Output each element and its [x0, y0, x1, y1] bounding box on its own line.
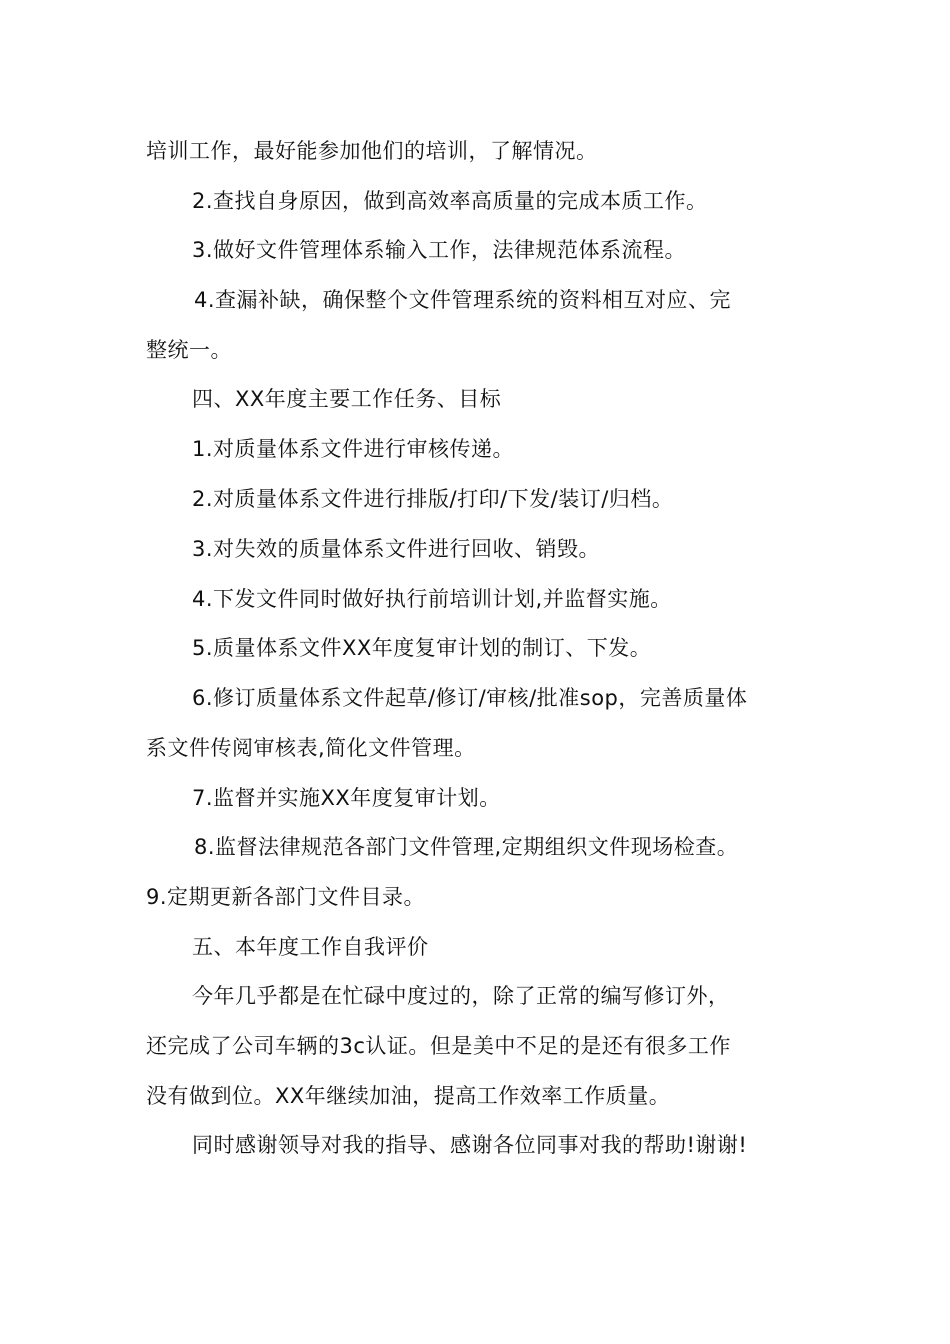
text-line: 3.对失效的质量体系文件进行回收、销毁。 [192, 537, 601, 561]
text-line: 3.做好文件管理体系输入工作，法律规范体系流程。 [192, 238, 687, 262]
text-line: 今年几乎都是在忙碌中度过的，除了正常的编写修订外， [192, 984, 730, 1008]
text-line: 4.查漏补缺，确保整个文件管理系统的资料相互对应、完 [194, 288, 732, 312]
text-line: 培训工作，最好能参加他们的培训，了解情况。 [146, 139, 598, 163]
text-line: 7.监督并实施XX年度复审计划。 [192, 786, 501, 810]
text-line: 1.对质量体系文件进行审核传递。 [192, 437, 515, 461]
text-line: 8.监督法律规范各部门文件管理,定期组织文件现场检查。 [194, 835, 739, 859]
section-heading: 四、XX年度主要工作任务、目标 [192, 387, 502, 411]
text-line: 5.质量体系文件XX年度复审计划的制订、下发。 [192, 636, 652, 660]
text-line: 系文件传阅审核表,简化文件管理。 [146, 736, 476, 760]
text-line: 2.对质量体系文件进行排版/打印/下发/装订/归档。 [192, 487, 674, 511]
text-line: 还完成了公司车辆的3c认证。但是美中不足的是还有很多工作 [146, 1034, 731, 1058]
text-line: 同时感谢领导对我的指导、感谢各位同事对我的帮助!谢谢! [192, 1133, 748, 1157]
text-line: 2.查找自身原因，做到高效率高质量的完成本质工作。 [192, 189, 708, 213]
text-line: 9.定期更新各部门文件目录。 [146, 885, 426, 909]
text-line: 6.修订质量体系文件起草/修订/审核/批准sop，完善质量体 [192, 686, 748, 710]
section-heading: 五、本年度工作自我评价 [192, 935, 429, 959]
text-line: 4.下发文件同时做好执行前培训计划,并监督实施。 [192, 587, 672, 611]
text-line: 没有做到位。XX年继续加油，提高工作效率工作质量。 [146, 1084, 671, 1108]
text-line: 整统一。 [146, 338, 232, 362]
